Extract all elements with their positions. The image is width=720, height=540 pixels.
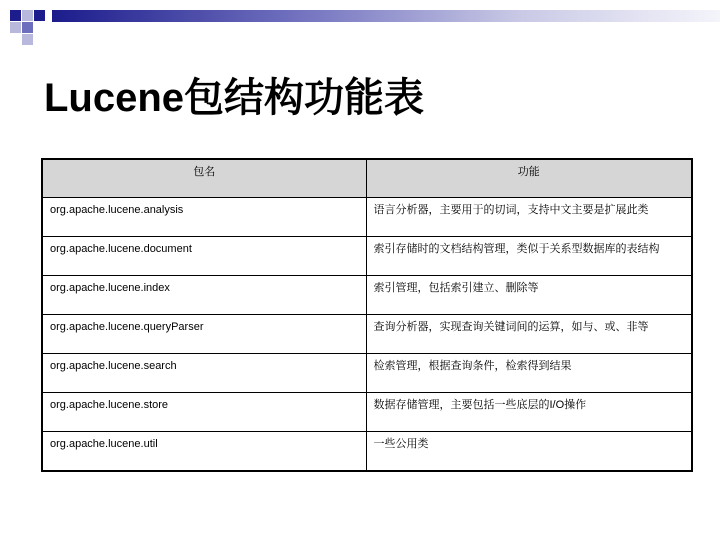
decorative-header-band xyxy=(0,0,720,50)
function-cell: 索引存储时的文档结构管理，类似于关系型数据库的表结构 xyxy=(366,237,692,276)
header-package-name: 包名 xyxy=(42,159,366,198)
table-row xyxy=(42,393,692,432)
package-name-cell: org.apache.lucene.analysis xyxy=(42,198,366,237)
decor-square xyxy=(10,22,21,33)
table-row xyxy=(42,237,692,276)
function-cell: 检索管理，根据查询条件，检索得到结果 xyxy=(366,354,692,393)
table-row xyxy=(42,432,692,472)
package-function-table xyxy=(41,158,693,472)
slide-title: Lucene包结构功能表 xyxy=(44,76,425,120)
decor-square xyxy=(22,34,33,45)
decor-square xyxy=(22,22,33,33)
package-name-cell: org.apache.lucene.util xyxy=(42,432,366,472)
table-header-row xyxy=(42,159,692,198)
table-row xyxy=(42,276,692,315)
package-name-cell: org.apache.lucene.queryParser xyxy=(42,315,366,354)
header-function: 功能 xyxy=(366,159,692,198)
decor-gradient-bar xyxy=(52,10,720,22)
table-row xyxy=(42,198,692,237)
package-name-cell: org.apache.lucene.index xyxy=(42,276,366,315)
function-cell: 一些公用类 xyxy=(366,432,692,472)
function-cell: 查询分析器，实现查询关键词间的运算，如与、或、非等 xyxy=(366,315,692,354)
decor-square xyxy=(22,10,33,21)
decor-square xyxy=(34,10,45,21)
table-row xyxy=(42,315,692,354)
package-name-cell: org.apache.lucene.search xyxy=(42,354,366,393)
function-cell: 数据存储管理，主要包括一些底层的I/O操作 xyxy=(366,393,692,432)
function-cell: 索引管理，包括索引建立、删除等 xyxy=(366,276,692,315)
package-name-cell: org.apache.lucene.store xyxy=(42,393,366,432)
table-row xyxy=(42,354,692,393)
package-name-cell: org.apache.lucene.document xyxy=(42,237,366,276)
function-cell: 语言分析器，主要用于的切词，支持中文主要是扩展此类 xyxy=(366,198,692,237)
decor-square xyxy=(10,10,21,21)
